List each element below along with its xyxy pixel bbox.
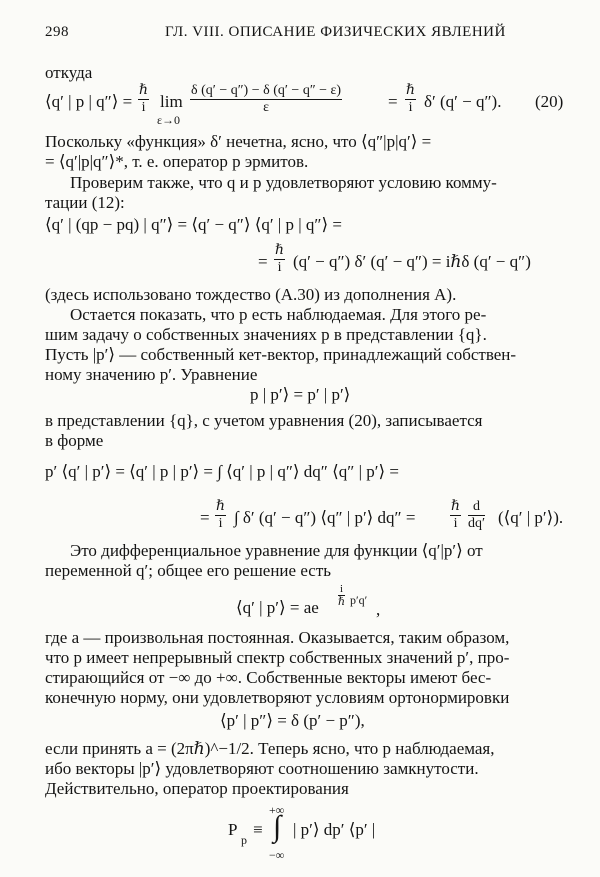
hbar-fraction-2: [448, 499, 463, 532]
fraction-denominator: dq′: [468, 516, 486, 531]
punctuation: ,: [376, 600, 381, 619]
derivative-fraction: [466, 499, 487, 532]
fraction-denominator: i: [141, 100, 146, 115]
text-line: если принять a = (2πℏ)^−1/2. Теперь ясно, что p наблюдаемая,: [45, 739, 495, 758]
text-line: Это дифференциальное уравнение для функции ⟨q′|p′⟩ от: [70, 541, 483, 560]
integral-upper-limit: +∞: [269, 803, 285, 817]
equation-20-factor-2: [403, 83, 418, 116]
running-title: ГЛ. VIII. ОПИСАНИЕ ФИЗИЧЕСКИХ ЯВЛЕНИЙ: [165, 24, 506, 40]
fraction-denominator: ℏ: [338, 596, 346, 608]
fraction-numerator: ℏ: [216, 499, 226, 514]
text-line: Действительно, оператор проектирования: [45, 779, 349, 798]
text-line: шим задачу о собственных значениях p в представлении {q}.: [45, 325, 487, 344]
limit-operator: lim: [160, 92, 183, 111]
exponent-rest: p′q′: [350, 593, 368, 607]
equals-sign: =: [388, 92, 398, 111]
fraction-numerator: ℏ: [139, 83, 149, 98]
text-line: Пусть |p′⟩ — собственный кет-вектор, принадлежащий собствен-: [45, 345, 517, 364]
page-number: 298: [45, 24, 69, 40]
text-line: что p имеет непрерывный спектр собственных значений p′, про-: [45, 648, 510, 667]
fraction-numerator: d: [468, 499, 485, 516]
projection-integrand: | p′⟩ dp′ ⟨p′ |: [293, 820, 376, 839]
text-line: ибо векторы |p′⟩ удовлетворяют соотношению замкнутости.: [45, 759, 479, 778]
hbar-fraction: [213, 499, 228, 532]
text-line: Остается показать, что p есть наблюдаемая. Для этого ре-: [70, 305, 487, 324]
operator-subscript: p: [241, 833, 247, 847]
equals-sign: =: [258, 252, 268, 271]
fraction-denominator: i: [218, 516, 223, 531]
equation-number: (20): [535, 92, 564, 111]
equation-long-line1: p′ ⟨q′ | p′⟩ = ⟨q′ | p | p′⟩ = ∫ ⟨q′ | p | q″⟩ dq″ ⟨q″ | p′⟩ =: [45, 462, 399, 481]
text-line: откуда: [45, 63, 93, 82]
equation-20-rhs: δ′ (q′ − q″).: [424, 92, 502, 111]
text-line: в представлении {q}, с учетом уравнения (20), записывается: [45, 411, 483, 430]
equation-long-line2: ∫ δ′ (q′ − q″) ⟨q″ | p′⟩ dq″ =: [234, 508, 416, 527]
fraction-denominator: i: [408, 100, 413, 115]
text-line: в форме: [45, 431, 104, 450]
fraction-numerator: ℏ: [451, 499, 461, 514]
equation-commutator-line1: ⟨q′ | (qp − pq) | q″⟩ = ⟨q′ − q″⟩ ⟨q′ | p | q″⟩ =: [45, 215, 342, 234]
equals-sign: =: [200, 508, 210, 527]
fraction-numerator: i: [338, 583, 345, 596]
integral-lower-limit: −∞: [269, 848, 285, 862]
text-line: Проверим также, что q и p удовлетворяют условию комму-: [70, 173, 497, 192]
text-line: переменной q′; общее его решение есть: [45, 561, 332, 580]
fraction-numerator: ℏ: [275, 243, 285, 258]
equation-20-lhs: ⟨q′ | p | q″⟩ =: [45, 92, 133, 111]
fraction-denominator: i: [277, 260, 282, 275]
fraction-denominator: i: [453, 516, 458, 531]
equation-20-factor: [136, 83, 151, 116]
text-line: конечную норму, они удовлетворяют условиям ортонормировки: [45, 688, 510, 707]
fraction-numerator: δ (q′ − q″) − δ (q′ − q″ − ε): [191, 83, 342, 98]
text-line: ному значению p′. Уравнение: [45, 365, 258, 384]
fraction-denominator: ε: [263, 100, 269, 115]
equation-normalization: ⟨p′ | p″⟩ = δ (p′ − p″),: [220, 711, 365, 730]
equation-20-fraction: [188, 83, 344, 116]
exponent: [336, 583, 347, 608]
text-line: где a — произвольная постоянная. Оказывается, таким образом,: [45, 628, 510, 647]
text-line: Поскольку «функция» δ′ нечетна, ясно, что ⟨q″|p|q′⟩ =: [45, 132, 432, 151]
identity-sign: ≡: [253, 820, 263, 839]
hbar-fraction: [272, 243, 287, 276]
text-line: (здесь использовано тождество (A.30) из дополнения A).: [45, 285, 457, 304]
integral-sign: ∫: [273, 810, 282, 843]
fraction-numerator: ℏ: [406, 83, 416, 98]
equation-long-line2-end: (⟨q′ | p′⟩).: [498, 508, 564, 527]
operator-symbol: P: [228, 820, 238, 839]
limit-subscript: ε→0: [157, 113, 181, 127]
equation-commutator-line2: (q′ − q″) δ′ (q′ − q″) = iℏδ (q′ − q″): [293, 252, 531, 271]
text-line: стирающийся от −∞ до +∞. Собственные векторы имеют бес-: [45, 668, 492, 687]
text-line: тации (12):: [45, 193, 125, 212]
equation-eigenvalue: p | p′⟩ = p′ | p′⟩: [250, 385, 351, 404]
text-line: = ⟨q′|p|q″⟩*, т. е. оператор p эрмитов.: [45, 152, 309, 171]
equation-solution: ⟨q′ | p′⟩ = ae: [236, 598, 319, 617]
